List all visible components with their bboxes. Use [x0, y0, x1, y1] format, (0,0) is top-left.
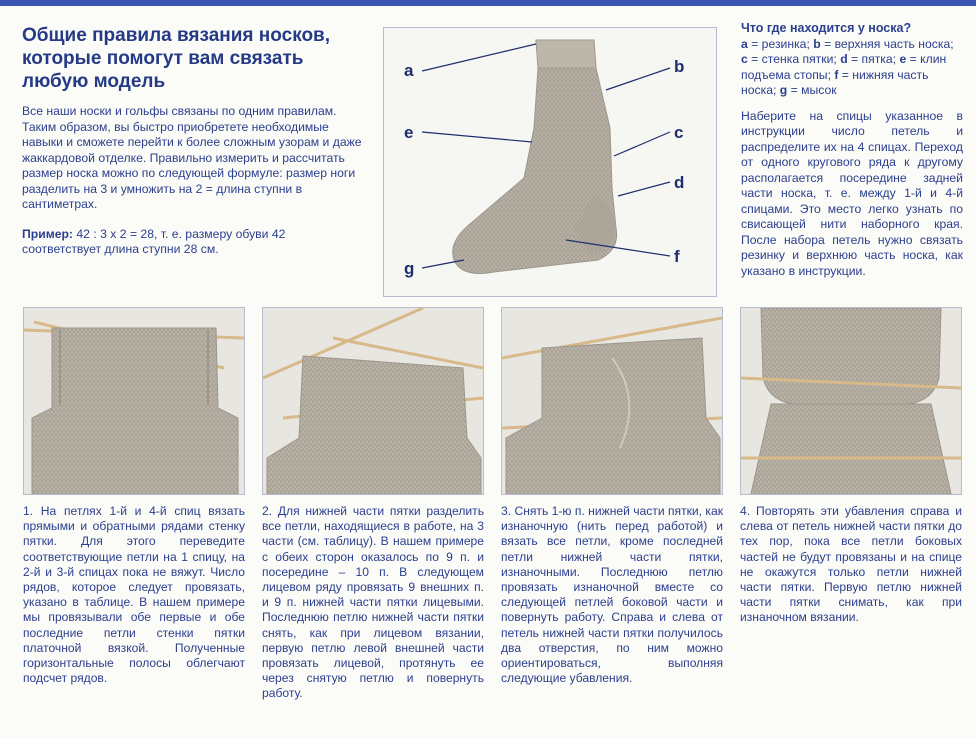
- legend-text-f: = нижняя часть носка;: [741, 67, 929, 97]
- sock-label-a: a: [404, 61, 414, 80]
- sock-label-f: f: [674, 247, 680, 266]
- legend-text-b: = верхняя часть носка;: [820, 36, 954, 51]
- step-1-photo: [23, 307, 245, 495]
- example-paragraph: [22, 227, 367, 258]
- legend-key-a: a: [741, 36, 748, 51]
- legend-items: [741, 37, 963, 99]
- legend-key-e: e: [899, 52, 907, 66]
- legend-paragraph: Наберите на спицы указанное в инструкции число петель и распределите их на 4 спицах. Переход от одного кругового ряда к другому располагается посередине задней части носка, т. е. между 1-й и 4-й спицами. Это место легко узнать по свисающей нити наборного края. После набора петель нужно связать резинку и верхнюю часть носка, как указано в инструкции.: [741, 108, 963, 278]
- legend-heading: Что где находится у носка?: [741, 21, 912, 35]
- page-title: Общие правила вязания носков, которые помогут вам связать любую модель: [22, 25, 331, 92]
- legend-text-g: = мысок: [787, 83, 837, 97]
- step-2-text: 2. Для нижней части пятки разделить все петли, находящиеся в работе, на 3 части (см. таблицу). В нашем примере с обеих сторон оказалось по 9 п. и посередине – 10 п. В следующем лицевом ряду провязать 9 внешних п. и 9 п. нижней части пятки лицевыми. Последнюю петлю нижней части пятки снять, как при лицевом вязании, первую петлю левой внешней части провязать лицевой, протянуть ее через снятую петлю и повернуть работу.: [262, 504, 484, 701]
- legend-text-d: = пятка;: [847, 52, 900, 66]
- sock-illustration: [384, 28, 716, 296]
- sock-diagram: [383, 27, 717, 297]
- intro-text: [22, 104, 367, 272]
- step-3-photo: [501, 307, 723, 495]
- legend-key-g: g: [779, 83, 788, 97]
- sock-label-d: d: [674, 173, 685, 192]
- top-accent-bar: [0, 0, 976, 6]
- sock-label-g: g: [404, 259, 415, 278]
- legend-key-d: d: [840, 52, 848, 66]
- step-4-photo: [740, 307, 962, 495]
- step-4-text: 4. Повторять эти убавления справа и слева от петель нижней части пятки до тех пор, пока все петли боковых частей не будут провязаны и на спице не окажутся только петли нижней части пятки. Первую петлю нижней части пятки снимать, как при изнаночном вязании.: [740, 504, 962, 625]
- step-3-text: 3. Снять 1-ю п. нижней части пятки, как изнаночную (нить перед работой) и вязать все петли, кроме последней петли нижней части пятки, изнаночными. Последнюю петлю провязать изнаночной вместе со следующей петлей боковой части и повернуть работу. Справа и слева от петель нижней части пятки получилось два отверстия, по ним можно ориентироваться, выполняя следующие убавления.: [501, 504, 723, 686]
- sock-label-c: c: [674, 123, 684, 142]
- step-2-photo: [262, 307, 484, 495]
- step-1-text: 1. На петлях 1-й и 4-й спиц вязать прямыми и обратными рядами стенку пятки. Для этого переведите соответствующие петли на 1 спицу, на 2-й и 3-й спицах пока не вяжут. Число рядов, которое следует провязать, указано в таблице. В нашем примере мы провязывали обе первые и обе последние петли стенки пятки платочной вязкой. Полученные горизонтальные полосы облегчают подсчет рядов.: [23, 504, 245, 686]
- sock-label-b: b: [674, 57, 685, 76]
- legend-key-b: b: [813, 36, 821, 51]
- legend-key-c: c: [741, 52, 748, 66]
- legend-text-a: = резинка;: [747, 36, 814, 51]
- legend-text-e: = клин подъема стопы;: [741, 52, 947, 82]
- legend-text-c: = стенка пятки;: [747, 52, 841, 66]
- intro-paragraph: Все наши носки и гольфы связаны по одним правилам. Таким образом, вы быстро приобретете необходимые навыки и сможете перейти к более сложным узорам и даже жаккардовой отделке. Правильно измерить и рассчитать размер носка можно по следующей формуле: размер ноги разделить на 3 и умножить на 2 = длина ступни в сантиметрах.: [22, 104, 362, 211]
- sock-label-e: e: [404, 123, 414, 142]
- example-text: 42 : 3 x 2 = 28, т. е. размеру обуви 42 соответствует длина ступни 28 см.: [22, 226, 286, 256]
- sock-parts-legend: [741, 21, 963, 289]
- legend-key-f: f: [834, 67, 839, 82]
- example-label: Пример:: [22, 226, 73, 241]
